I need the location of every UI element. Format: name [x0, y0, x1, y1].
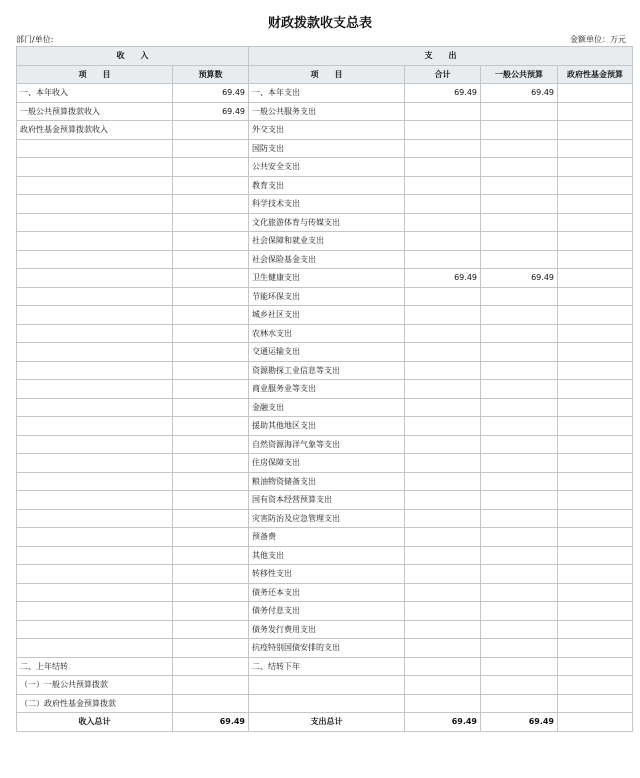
- expense-general-cell: [481, 435, 558, 454]
- expense-total-cell: [405, 620, 481, 639]
- expense-general-cell: 69.49: [481, 269, 558, 288]
- expense-fund-cell: [558, 232, 633, 251]
- expense-general-cell: [481, 454, 558, 473]
- table-row: [17, 361, 633, 380]
- income-item-cell: [17, 269, 173, 288]
- expense-item-cell: 转移性支出: [249, 565, 405, 584]
- expense-item-cell: 自然资源海洋气象等支出: [249, 435, 405, 454]
- income-item-cell: [17, 158, 173, 177]
- expense-item-cell: 教育支出: [249, 176, 405, 195]
- income-item-cell: 二、上年结转: [17, 657, 173, 676]
- expense-general-cell: [481, 694, 558, 713]
- income-value-cell: 69.49: [173, 84, 249, 103]
- expense-general-cell: [481, 472, 558, 491]
- table-row: [17, 158, 633, 177]
- income-value-cell: [173, 528, 249, 547]
- income-item-cell: [17, 435, 173, 454]
- income-item-cell: [17, 139, 173, 158]
- income-value-cell: [173, 639, 249, 658]
- expense-general-cell: [481, 398, 558, 417]
- expense-fund-cell: [558, 158, 633, 177]
- income-item-cell: [17, 620, 173, 639]
- income-item-cell: [17, 232, 173, 251]
- expense-fund-cell: [558, 435, 633, 454]
- expense-item-cell: 灾害防治及应急管理支出: [249, 509, 405, 528]
- table-row: [17, 195, 633, 214]
- expense-item-cell: 商业服务业等支出: [249, 380, 405, 399]
- expense-fund-cell: [558, 398, 633, 417]
- report-title: 财政拨款收支总表: [267, 16, 372, 31]
- income-group-header: 收 入: [17, 47, 249, 66]
- income-value-cell: [173, 361, 249, 380]
- expense-general-cell: [481, 195, 558, 214]
- table-row: [17, 102, 633, 121]
- table-row: [17, 694, 633, 713]
- income-item-cell: 一般公共预算拨款收入: [17, 102, 173, 121]
- income-value-cell: [173, 620, 249, 639]
- expense-general-cell: [481, 232, 558, 251]
- income-item-cell: [17, 361, 173, 380]
- income-item-cell: [17, 195, 173, 214]
- income-value-cell: [173, 583, 249, 602]
- table-row: [17, 546, 633, 565]
- expense-item-cell: 一般公共服务支出: [249, 102, 405, 121]
- expense-general-cell: [481, 343, 558, 362]
- expense-total-cell: [405, 398, 481, 417]
- table-row: [17, 583, 633, 602]
- income-value-cell: [173, 269, 249, 288]
- expense-total-cell: [405, 657, 481, 676]
- table-row: [17, 491, 633, 510]
- income-value-cell: [173, 195, 249, 214]
- expense-total-cell: [405, 509, 481, 528]
- expense-item-cell: 预备费: [249, 528, 405, 547]
- expense-total-header: 合计: [405, 65, 481, 84]
- table-row: [17, 602, 633, 621]
- expense-fund-cell: [558, 491, 633, 510]
- income-item-cell: [17, 472, 173, 491]
- table-body: [17, 84, 633, 713]
- expense-fund-total-value: [558, 713, 633, 732]
- expense-total-cell: [405, 528, 481, 547]
- expense-fund-cell: [558, 121, 633, 140]
- income-value-cell: [173, 565, 249, 584]
- expense-total-cell: [405, 324, 481, 343]
- income-value-cell: [173, 491, 249, 510]
- table-row: [17, 454, 633, 473]
- expense-total-cell: [405, 195, 481, 214]
- table-row: [17, 139, 633, 158]
- table-row: [17, 435, 633, 454]
- expense-item-cell: 资源勘探工业信息等支出: [249, 361, 405, 380]
- expense-total-cell: [405, 287, 481, 306]
- expense-fund-cell: [558, 139, 633, 158]
- income-item-cell: [17, 602, 173, 621]
- income-value-cell: [173, 657, 249, 676]
- expense-general-cell: [481, 639, 558, 658]
- expense-item-cell: 文化旅游体育与传媒支出: [249, 213, 405, 232]
- expense-item-cell: 抗疫特别国债安排的支出: [249, 639, 405, 658]
- expense-general-cell: 69.49: [481, 84, 558, 103]
- expense-item-cell: 住房保障支出: [249, 454, 405, 473]
- income-item-cell: [17, 398, 173, 417]
- expense-total-cell: [405, 121, 481, 140]
- expense-general-cell: [481, 491, 558, 510]
- income-item-cell: [17, 324, 173, 343]
- expense-general-cell: [481, 602, 558, 621]
- income-value-cell: [173, 398, 249, 417]
- expense-item-cell: 其他支出: [249, 546, 405, 565]
- expense-item-cell: 债务发行费用支出: [249, 620, 405, 639]
- expense-general-cell: [481, 620, 558, 639]
- expense-total-cell: [405, 306, 481, 325]
- income-item-cell: [17, 176, 173, 195]
- expense-total-cell: [405, 361, 481, 380]
- income-item-cell: （二）政府性基金预算拨款: [17, 694, 173, 713]
- unit-label: 金额单位：万元: [570, 35, 626, 44]
- totals-row: [17, 713, 633, 732]
- table-row: [17, 398, 633, 417]
- income-item-cell: [17, 213, 173, 232]
- expense-item-cell: 二、结转下年: [249, 657, 405, 676]
- expense-total-cell: [405, 546, 481, 565]
- income-item-cell: [17, 343, 173, 362]
- income-item-cell: [17, 380, 173, 399]
- expense-item-cell: 卫生健康支出: [249, 269, 405, 288]
- expense-total-cell: [405, 676, 481, 695]
- income-value-cell: [173, 213, 249, 232]
- table-row: [17, 176, 633, 195]
- income-item-cell: [17, 546, 173, 565]
- income-value-cell: [173, 454, 249, 473]
- income-item-cell: [17, 287, 173, 306]
- expense-total-cell: [405, 417, 481, 436]
- expense-total-label: 支出总计: [249, 713, 405, 732]
- income-item-cell: [17, 565, 173, 584]
- expense-item-cell: [249, 676, 405, 695]
- income-value-cell: [173, 472, 249, 491]
- expense-fund-cell: [558, 657, 633, 676]
- table-row: [17, 565, 633, 584]
- expense-item-cell: 社会保险基金支出: [249, 250, 405, 269]
- expense-total-cell: [405, 250, 481, 269]
- expense-fund-cell: [558, 84, 633, 103]
- expense-general-cell: [481, 417, 558, 436]
- expense-general-cell: [481, 102, 558, 121]
- expense-general-cell: [481, 250, 558, 269]
- expense-item-cell: 援助其他地区支出: [249, 417, 405, 436]
- expense-general-cell: [481, 287, 558, 306]
- expense-total-cell: [405, 583, 481, 602]
- expense-total-cell: [405, 139, 481, 158]
- expense-fund-cell: [558, 380, 633, 399]
- expense-general-cell: [481, 213, 558, 232]
- income-value-cell: [173, 324, 249, 343]
- income-item-cell: [17, 417, 173, 436]
- expense-fund-cell: [558, 676, 633, 695]
- table-row: [17, 472, 633, 491]
- expense-fund-cell: [558, 602, 633, 621]
- expense-total-cell: [405, 454, 481, 473]
- expense-item-cell: 债务付息支出: [249, 602, 405, 621]
- expense-general-cell: [481, 158, 558, 177]
- income-value-cell: [173, 139, 249, 158]
- expense-fund-cell: [558, 546, 633, 565]
- table-row: [17, 380, 633, 399]
- expense-total-cell: [405, 158, 481, 177]
- expense-fund-cell: [558, 324, 633, 343]
- income-value-cell: [173, 417, 249, 436]
- expense-fund-cell: [558, 565, 633, 584]
- table-row: [17, 250, 633, 269]
- table-row: [17, 620, 633, 639]
- expense-general-cell: [481, 139, 558, 158]
- table-row: [17, 213, 633, 232]
- expense-general-cell: [481, 509, 558, 528]
- expense-item-cell: 粮油物资储备支出: [249, 472, 405, 491]
- expense-fund-cell: [558, 213, 633, 232]
- expense-general-cell: [481, 121, 558, 140]
- expense-fund-cell: [558, 417, 633, 436]
- table-row: [17, 232, 633, 251]
- income-value-cell: [173, 694, 249, 713]
- table-row: [17, 528, 633, 547]
- expense-total-cell: [405, 639, 481, 658]
- expense-fund-cell: [558, 694, 633, 713]
- income-item-header: 项 目: [17, 65, 173, 84]
- expense-general-cell: [481, 583, 558, 602]
- expense-total-cell: 69.49: [405, 84, 481, 103]
- expense-fund-cell: [558, 269, 633, 288]
- expense-general-cell: [481, 565, 558, 584]
- expense-item-cell: 科学技术支出: [249, 195, 405, 214]
- income-value-cell: [173, 676, 249, 695]
- income-value-cell: [173, 232, 249, 251]
- column-header-row: [17, 65, 633, 84]
- table-row: [17, 657, 633, 676]
- expense-total-cell: [405, 213, 481, 232]
- expense-fund-cell: [558, 620, 633, 639]
- income-value-cell: [173, 546, 249, 565]
- expense-general-cell: [481, 546, 558, 565]
- income-value-cell: [173, 121, 249, 140]
- table-row: [17, 287, 633, 306]
- expense-general-cell: [481, 380, 558, 399]
- income-total-label: 收入总计: [17, 713, 173, 732]
- table-row: [17, 269, 633, 288]
- expense-fund-cell: [558, 287, 633, 306]
- income-value-cell: [173, 306, 249, 325]
- expense-total-value: 69.49: [405, 713, 481, 732]
- expense-total-cell: [405, 176, 481, 195]
- expense-fund-cell: [558, 250, 633, 269]
- expense-general-header: 一般公共预算: [481, 65, 558, 84]
- income-value-cell: [173, 343, 249, 362]
- income-value-cell: [173, 380, 249, 399]
- expense-item-cell: 城乡社区支出: [249, 306, 405, 325]
- income-item-cell: [17, 528, 173, 547]
- expense-item-cell: 交通运输支出: [249, 343, 405, 362]
- expense-item-cell: 债务还本支出: [249, 583, 405, 602]
- expense-fund-cell: [558, 639, 633, 658]
- expense-item-header: 项 目: [249, 65, 405, 84]
- expense-general-cell: [481, 657, 558, 676]
- table-row: [17, 306, 633, 325]
- report-meta: [16, 34, 626, 46]
- expense-item-cell: 一、本年支出: [249, 84, 405, 103]
- expense-general-cell: [481, 361, 558, 380]
- expense-item-cell: 社会保障和就业支出: [249, 232, 405, 251]
- income-value-cell: [173, 176, 249, 195]
- expense-total-cell: [405, 380, 481, 399]
- table-row: [17, 343, 633, 362]
- expense-group-header: 支 出: [249, 47, 633, 66]
- table-row: [17, 639, 633, 658]
- expense-fund-cell: [558, 472, 633, 491]
- expense-general-cell: [481, 676, 558, 695]
- income-item-cell: 政府性基金预算拨款收入: [17, 121, 173, 140]
- expense-total-cell: [405, 565, 481, 584]
- expense-fund-cell: [558, 454, 633, 473]
- expense-total-cell: [405, 102, 481, 121]
- expense-fund-cell: [558, 176, 633, 195]
- expense-item-cell: 金融支出: [249, 398, 405, 417]
- expense-item-cell: 国有资本经营预算支出: [249, 491, 405, 510]
- expense-fund-header: 政府性基金预算: [558, 65, 633, 84]
- expense-general-total-value: 69.49: [481, 713, 558, 732]
- expense-fund-cell: [558, 509, 633, 528]
- income-item-cell: [17, 306, 173, 325]
- income-value-cell: [173, 509, 249, 528]
- income-total-value: 69.49: [173, 713, 249, 732]
- expense-total-cell: [405, 435, 481, 454]
- expense-general-cell: [481, 528, 558, 547]
- income-item-cell: [17, 639, 173, 658]
- expense-fund-cell: [558, 306, 633, 325]
- table-row: [17, 417, 633, 436]
- expense-general-cell: [481, 176, 558, 195]
- income-item-cell: [17, 583, 173, 602]
- expense-item-cell: 国防支出: [249, 139, 405, 158]
- expense-item-cell: 节能环保支出: [249, 287, 405, 306]
- expense-item-cell: 农林水支出: [249, 324, 405, 343]
- income-item-cell: [17, 454, 173, 473]
- expense-item-cell: 外交支出: [249, 121, 405, 140]
- expense-fund-cell: [558, 195, 633, 214]
- expense-total-cell: [405, 694, 481, 713]
- table-row: [17, 324, 633, 343]
- expense-total-cell: [405, 343, 481, 362]
- expense-general-cell: [481, 324, 558, 343]
- expense-fund-cell: [558, 528, 633, 547]
- expense-total-cell: [405, 602, 481, 621]
- expense-fund-cell: [558, 583, 633, 602]
- expense-fund-cell: [558, 102, 633, 121]
- income-budget-header: 预算数: [173, 65, 249, 84]
- expense-item-cell: 公共安全支出: [249, 158, 405, 177]
- expense-total-cell: 69.49: [405, 269, 481, 288]
- table-row: [17, 509, 633, 528]
- income-value-cell: [173, 435, 249, 454]
- expense-item-cell: [249, 694, 405, 713]
- department-label: 部门/单位:: [16, 35, 54, 44]
- income-value-cell: [173, 250, 249, 269]
- income-item-cell: [17, 250, 173, 269]
- income-value-cell: 69.49: [173, 102, 249, 121]
- income-value-cell: [173, 602, 249, 621]
- budget-table: [16, 46, 633, 732]
- expense-fund-cell: [558, 361, 633, 380]
- income-item-cell: [17, 491, 173, 510]
- income-value-cell: [173, 287, 249, 306]
- group-header-row: [17, 47, 633, 66]
- expense-general-cell: [481, 306, 558, 325]
- income-item-cell: （一）一般公共预算拨款: [17, 676, 173, 695]
- expense-total-cell: [405, 491, 481, 510]
- table-row: [17, 121, 633, 140]
- expense-fund-cell: [558, 343, 633, 362]
- table-row: [17, 84, 633, 103]
- income-value-cell: [173, 158, 249, 177]
- income-item-cell: [17, 509, 173, 528]
- income-item-cell: 一、本年收入: [17, 84, 173, 103]
- expense-total-cell: [405, 232, 481, 251]
- table-row: [17, 676, 633, 695]
- expense-total-cell: [405, 472, 481, 491]
